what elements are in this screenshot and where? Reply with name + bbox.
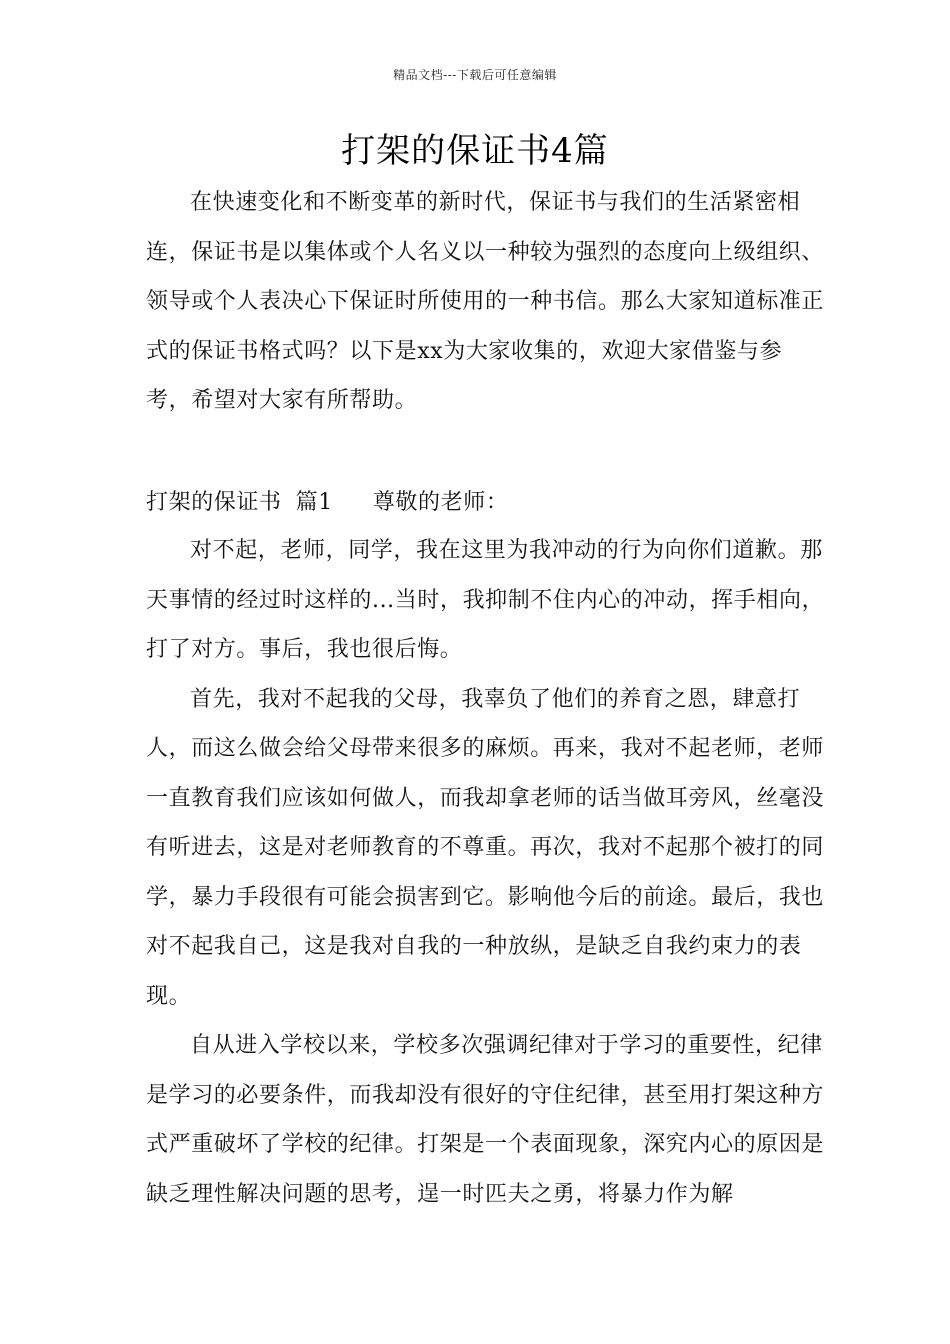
section-number: 篇1 bbox=[295, 490, 333, 515]
salutation: 尊敬的老师： bbox=[372, 490, 509, 515]
section-heading: 打架的保证书 bbox=[146, 490, 282, 515]
body-paragraph: 对不起，老师，同学，我在这里为我冲动的行为向你们道歉。那天事情的经过时这样的...当时，我抑制不住内心的冲动，挥手相向，打了对方。事后，我也很后悔。 bbox=[146, 538, 825, 662]
header-note: 精品文档---下载后可任意编辑 bbox=[393, 68, 557, 82]
letter-body bbox=[146, 526, 826, 1219]
body-paragraph: 自从进入学校以来，学校多次强调纪律对于学习的重要性，纪律是学习的必要条件，而我却没有很好的守住纪律，甚至用打架这种方式严重破坏了学校的纪律。打架是一个表面现象，深究内心的原因是缺乏理性解决问题的思考，逞一时匹夫之勇，将暴力作为解 bbox=[146, 1033, 825, 1207]
document-title: 打架的保证书4篇 bbox=[341, 131, 609, 171]
section-heading-line bbox=[146, 478, 508, 528]
body-paragraph: 首先，我对不起我的父母，我辜负了他们的养育之恩，肆意打人，而这么做会给父母带来很多的麻烦。再来，我对不起老师，老师一直教育我们应该如何做人，而我却拿老师的话当做耳旁风，丝毫没有听进去，这是对老师教育的不尊重。再次，我对不起那个被打的同学，暴力手段很有可能会损害到它。影响他今后的前途。最后，我也对不起我自己，这是我对自我的一种放纵，是缺乏自我约束力的表现。 bbox=[146, 686, 825, 1009]
intro-paragraph: 在快速变化和不断变革的新时代，保证书与我们的生活紧密相连，保证书是以集体或个人名义以一种较为强烈的态度向上级组织、领导或个人表决心下保证时所使用的一种书信。那么大家知道标准正式的保证书格式吗？以下是xx为大家收集的，欢迎大家借鉴与参考，希望对大家有所帮助。 bbox=[146, 190, 825, 413]
intro-block bbox=[146, 178, 826, 426]
